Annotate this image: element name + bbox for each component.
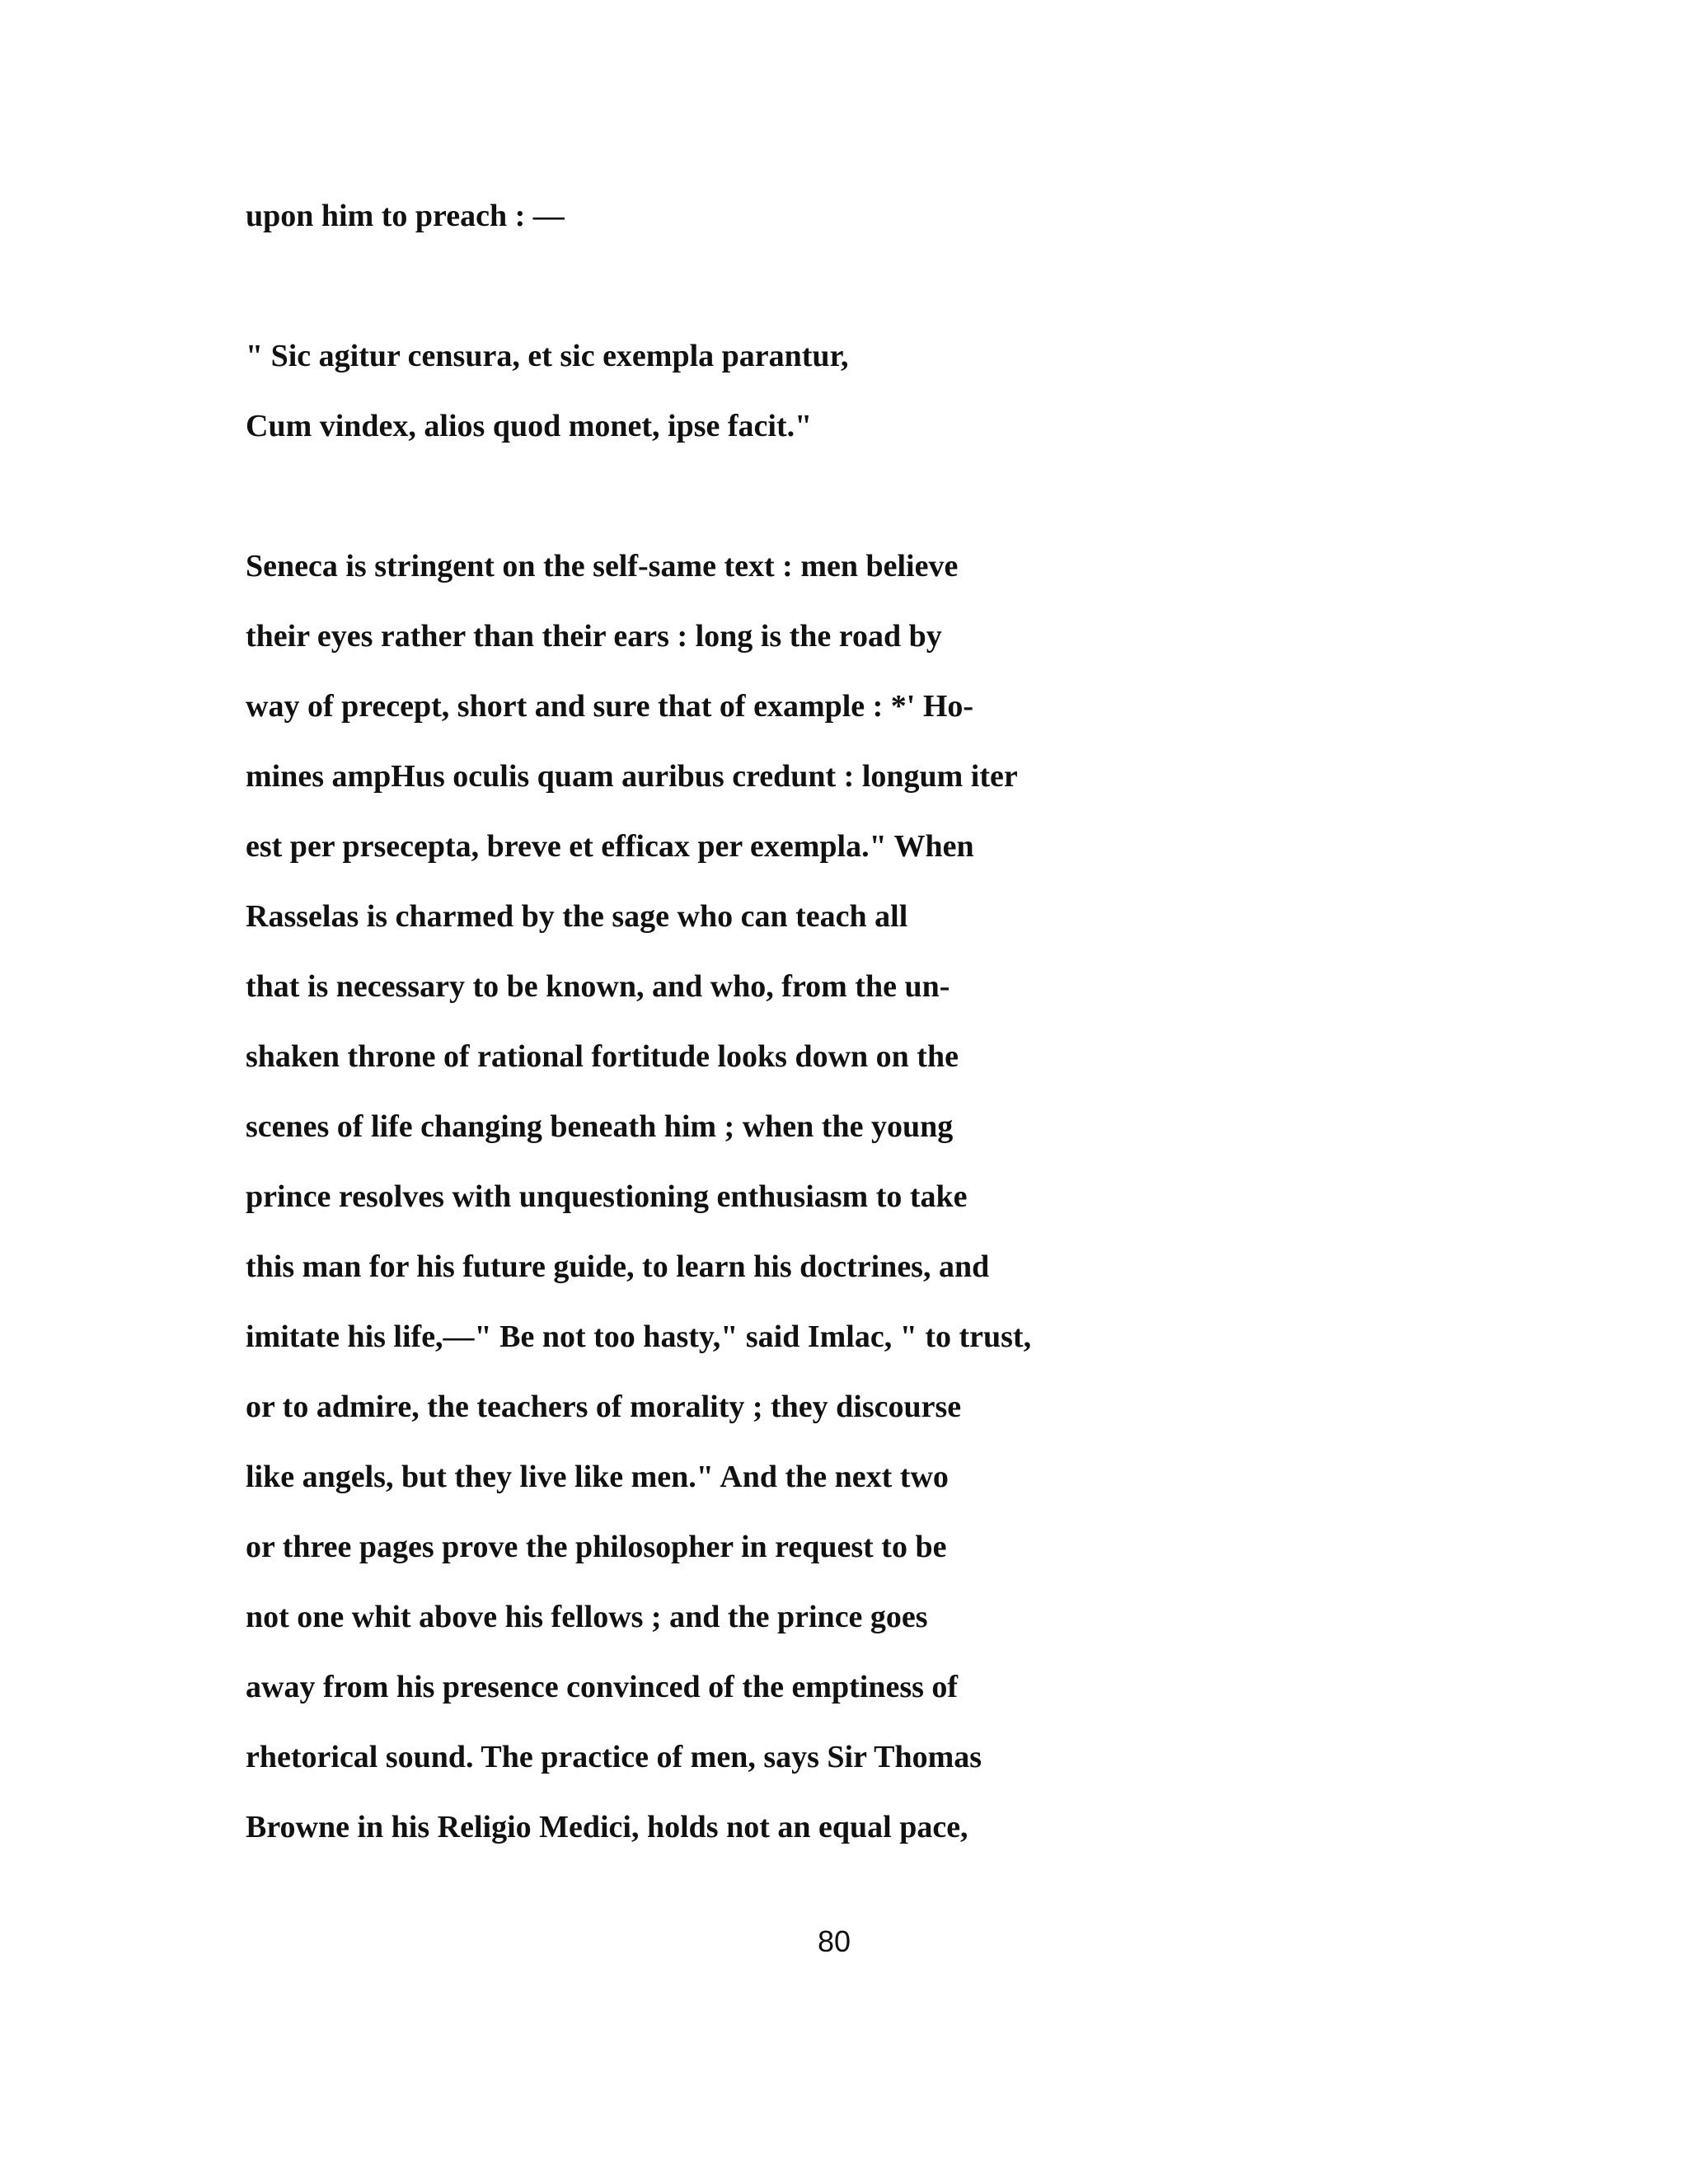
body-line: Browne in his Religio Medici, holds not an equal pace, xyxy=(246,1810,968,1844)
quote-line: " Sic agitur censura, et sic exempla parantur, xyxy=(246,339,849,373)
body-line: that is necessary to be known, and who, from the un- xyxy=(246,969,950,1004)
body-line: or three pages prove the philosopher in request to be xyxy=(246,1530,947,1564)
body-line: shaken throne of rational fortitude looks down on the xyxy=(246,1039,959,1074)
body-line: this man for his future guide, to learn his doctrines, and xyxy=(246,1249,990,1284)
body-line: est per prsecepta, breve et efficax per exempla." When xyxy=(246,829,974,864)
body-line: imitate his life,—" Be not too hasty," said Imlac, " to trust, xyxy=(246,1319,1032,1354)
body-line: away from his presence convinced of the emptiness of xyxy=(246,1670,959,1704)
body-line: mines ampHus oculis quam auribus credunt : longum iter xyxy=(246,759,1018,794)
body-line: rhetorical sound. The practice of men, says Sir Thomas xyxy=(246,1740,982,1774)
quote-line: Cum vindex, alios quod monet, ipse facit." xyxy=(246,409,813,443)
page-number: 80 xyxy=(817,1924,851,1958)
body-line: Rasselas is charmed by the sage who can teach all xyxy=(246,899,908,934)
body-line: scenes of life changing beneath him ; when the young xyxy=(246,1109,954,1144)
body-line: prince resolves with unquestioning enthusiasm to take xyxy=(246,1179,968,1214)
body-line: their eyes rather than their ears : long is the road by xyxy=(246,619,942,654)
body-line: or to admire, the teachers of morality ; they discourse xyxy=(246,1390,962,1424)
body-line: way of precept, short and sure that of example : *' Ho- xyxy=(246,689,974,724)
body-line: not one whit above his fellows ; and the prince goes xyxy=(246,1600,928,1634)
body-line: Seneca is stringent on the self-same text : men believe xyxy=(246,549,959,583)
body-line: like angels, but they live like men." And the next two xyxy=(246,1460,949,1494)
intro-line: upon him to preach : — xyxy=(246,199,565,233)
